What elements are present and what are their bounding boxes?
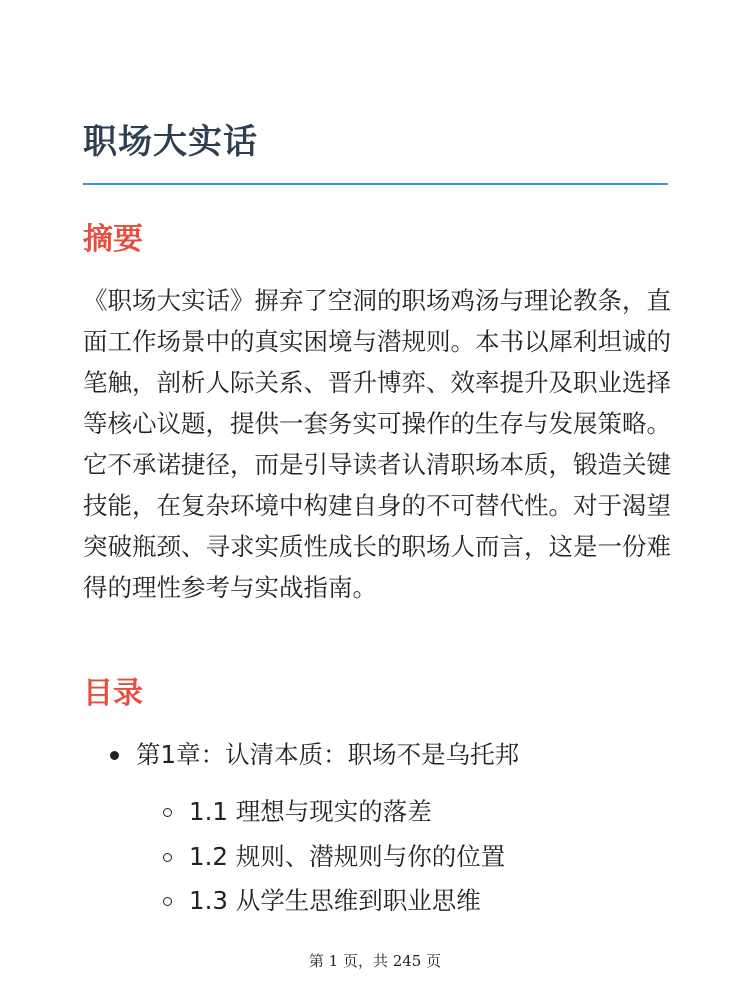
bullet-circle-icon (163, 853, 172, 862)
toc-section-label: 1.2 规则、潜规则与你的位置 (189, 842, 506, 871)
bullet-circle-icon (163, 897, 172, 906)
toc-section-item (163, 881, 481, 921)
toc-section-label: 1.3 从学生思维到职业思维 (189, 886, 481, 915)
toc-chapter-label: 第1章：认清本质：职场不是乌托邦 (136, 740, 520, 769)
bullet-circle-icon (163, 808, 172, 817)
toc-section-item (163, 792, 432, 832)
toc-section-label: 1.1 理想与现实的落差 (189, 797, 432, 826)
toc-chapter-item (110, 735, 519, 775)
title-divider (83, 183, 668, 185)
toc-section-item (163, 837, 505, 877)
toc-heading: 目录 (83, 676, 143, 711)
bullet-disc-icon (110, 751, 119, 760)
document-title: 职场大实话 (83, 122, 258, 162)
summary-text: 《职场大实话》摒弃了空洞的职场鸡汤与理论教条，直面工作场景中的真实困境与潜规则。本书以犀利坦诚的笔触，剖析人际关系、晋升博弈、效率提升及职业选择等核心议题，提供一套务实可操作的生存与发展策略。它不承诺捷径，而是引导读者认清职场本质，锻造关键技能，在复杂环境中构建自身的不可替代性。对于渴望突破瓶颈、寻求实质性成长的职场人而言，这是一份难得的理性参考与实战指南。 (83, 286, 671, 602)
page-footer: 第 1 页，共 245 页 (308, 952, 442, 970)
summary-heading: 摘要 (83, 222, 143, 257)
